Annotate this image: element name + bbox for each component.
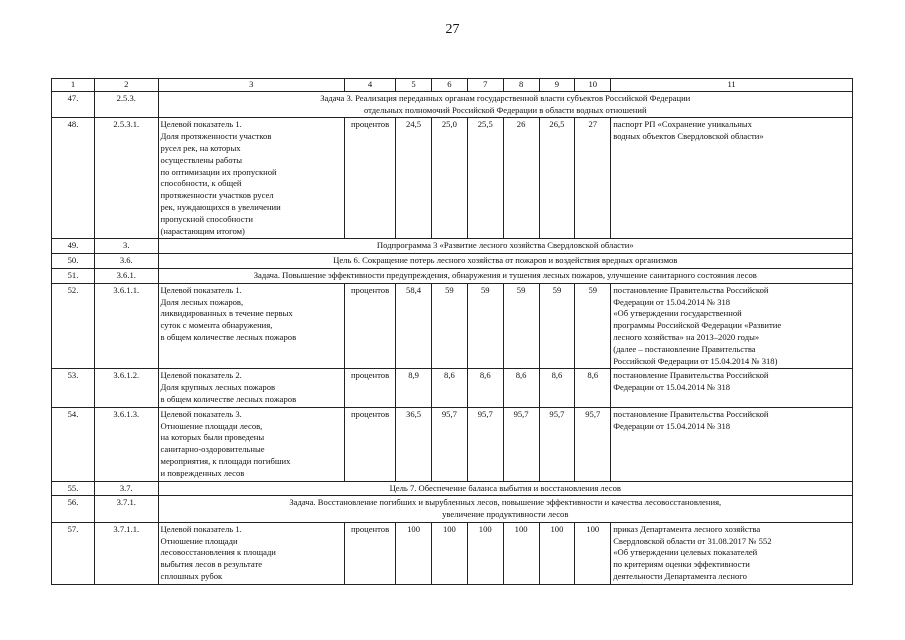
column-number-5: 5 [396, 79, 432, 92]
column-number-6: 6 [431, 79, 467, 92]
indicator-name-line: протяженности участков русел [160, 190, 274, 201]
table-row [52, 522, 853, 584]
year-value: 100 [503, 522, 539, 584]
year-value: 95,7 [539, 407, 575, 481]
source-document-line: постановление Правительства Российской [613, 370, 769, 381]
section-heading-line: Цель 6. Сокращение потерь лесного хозяйства от пожаров и воздействия вредных организмов [333, 255, 678, 266]
column-number-8: 8 [503, 79, 539, 92]
year-value: 58,4 [396, 283, 432, 369]
year-value: 24,5 [396, 118, 432, 239]
row-code: 3.7.1. [95, 496, 159, 523]
year-value: 36,5 [396, 407, 432, 481]
year-value: 59 [431, 283, 467, 369]
unit: процентов [344, 522, 395, 584]
row-code: 3.7.1.1. [95, 522, 159, 584]
source-document-line: Федерации от 15.04.2014 № 318 [613, 420, 731, 431]
year-value: 100 [396, 522, 432, 584]
table-row [52, 118, 853, 239]
column-number-7: 7 [467, 79, 503, 92]
source-document [611, 407, 853, 481]
section-heading [158, 239, 852, 254]
table-row [52, 239, 853, 254]
year-value: 100 [539, 522, 575, 584]
section-heading [158, 268, 852, 283]
indicator-name-line: лесовосстановления к площади [160, 547, 276, 558]
year-value: 95,7 [575, 407, 611, 481]
row-code: 3.6.1.3. [95, 407, 159, 481]
indicator-name-line: русел рек, на которых [160, 142, 241, 153]
indicator-name [158, 407, 344, 481]
year-value: 59 [503, 283, 539, 369]
source-document-line: Федерации от 15.04.2014 № 318 [613, 296, 731, 307]
source-document-line: паспорт РП «Сохранение уникальных [613, 119, 752, 130]
year-value: 25,0 [431, 118, 467, 239]
indicator-name-line: и поврежденных лесов [160, 467, 245, 478]
row-number: 51. [52, 268, 95, 283]
source-document-line: программы Российской Федерации «Развитие [613, 320, 782, 331]
source-document-line: по критериям оценки эффективности [613, 559, 750, 570]
indicator-name-line: ликвидированных в течение первых [160, 308, 293, 319]
section-heading-line: Цель 7. Обеспечение баланса выбытия и восстановления лесов [389, 482, 621, 493]
row-number: 49. [52, 239, 95, 254]
column-number-1: 1 [52, 79, 95, 92]
year-value: 95,7 [431, 407, 467, 481]
source-document [611, 118, 853, 239]
year-value: 8,6 [575, 369, 611, 407]
section-heading-line: увеличение продуктивности лесов [442, 509, 569, 520]
year-value: 100 [575, 522, 611, 584]
source-document-line: (далее – постановление Правительства [613, 343, 756, 354]
indicator-name-line: Отношение площади [160, 535, 238, 546]
indicator-name-line: суток с момента обнаружения, [160, 320, 273, 331]
source-document-line: приказ Департамента лесного хозяйства [613, 523, 761, 534]
indicator-name-line: пропускной способности [160, 213, 253, 224]
row-number: 47. [52, 91, 95, 118]
indicator-name-line: рек, нуждающихся в увеличении [160, 201, 281, 212]
year-value: 59 [575, 283, 611, 369]
unit: процентов [344, 118, 395, 239]
indicator-name-line: выбытия лесов в результате [160, 559, 263, 570]
year-value: 100 [431, 522, 467, 584]
source-document [611, 369, 853, 407]
indicator-name-line: по оптимизации их пропускной [160, 166, 277, 177]
indicator-name [158, 118, 344, 239]
indicators-table [51, 78, 853, 585]
year-value: 59 [539, 283, 575, 369]
source-document-line: «Об утверждении государственной [613, 308, 742, 319]
section-heading-line: Подпрограмма 3 «Развитие лесного хозяйства Свердловской области» [376, 240, 634, 251]
column-number-2: 2 [95, 79, 159, 92]
column-number-9: 9 [539, 79, 575, 92]
indicator-name-line: Целевой показатель 1. [160, 523, 242, 534]
source-document-line: «Об утверждении целевых показателей [613, 547, 758, 558]
section-heading [158, 496, 852, 523]
column-number-4: 4 [344, 79, 395, 92]
year-value: 8,6 [431, 369, 467, 407]
source-document [611, 283, 853, 369]
row-number: 54. [52, 407, 95, 481]
column-number-10: 10 [575, 79, 611, 92]
year-value: 8,9 [396, 369, 432, 407]
indicator-name-line: (нарастающим итогом) [160, 225, 245, 236]
table-row [52, 407, 853, 481]
source-document-line: постановление Правительства Российской [613, 284, 769, 295]
row-number: 55. [52, 481, 95, 496]
indicator-name-line: в общем количестве лесных пожаров [160, 331, 297, 342]
table-row [52, 496, 853, 523]
section-heading-line: Задача. Повышение эффективности предупреждения, обнаружения и тушения лесных пожаров, улучшение санитарного состояния лесов [253, 269, 757, 280]
indicator-name-line: Целевой показатель 1. [160, 284, 242, 295]
indicator-name-line: Отношение площади лесов, [160, 420, 263, 431]
section-heading [158, 91, 852, 118]
table-row [52, 91, 853, 118]
source-document-line: деятельности Департамента лесного [613, 571, 747, 582]
year-value: 8,6 [539, 369, 575, 407]
section-heading [158, 481, 852, 496]
indicator-name-line: санитарно-оздоровительные [160, 444, 265, 455]
indicator-name-line: в общем количестве лесных пожаров [160, 393, 297, 404]
row-code: 3.6. [95, 254, 159, 269]
year-value: 100 [467, 522, 503, 584]
year-value: 8,6 [467, 369, 503, 407]
source-document-line: Российской Федерации от 15.04.2014 № 318) [613, 355, 778, 366]
row-code: 3. [95, 239, 159, 254]
indicator-name [158, 522, 344, 584]
section-heading-line: Задача 3. Реализация переданных органам государственной власти субъектов Российской Федерации [320, 92, 691, 103]
source-document [611, 522, 853, 584]
table-row [52, 369, 853, 407]
source-document-line: Свердловской области от 31.08.2017 № 552 [613, 535, 772, 546]
indicator-name [158, 283, 344, 369]
table-row [52, 268, 853, 283]
source-document-line: лесного хозяйства» на 2013–2020 годы» [613, 331, 760, 342]
unit: процентов [344, 283, 395, 369]
table-row [52, 283, 853, 369]
indicator-name-line: Доля протяженности участков [160, 131, 272, 142]
year-value: 25,5 [467, 118, 503, 239]
row-code: 2.5.3.1. [95, 118, 159, 239]
section-heading-line: Задача. Восстановление погибших и вырубленных лесов, повышение эффективности и качества лесовосстановления, [289, 497, 722, 508]
table-row [52, 481, 853, 496]
page-number: 27 [445, 22, 460, 37]
indicator-name-line: Доля лесных пожаров, [160, 296, 244, 307]
year-value: 26,5 [539, 118, 575, 239]
indicator-name [158, 369, 344, 407]
indicator-name-line: на которых были проведены [160, 432, 265, 443]
indicator-name-line: Целевой показатель 2. [160, 370, 242, 381]
indicator-name-line: Целевой показатель 1. [160, 119, 242, 130]
section-heading [158, 254, 852, 269]
unit: процентов [344, 369, 395, 407]
indicator-name-line: Целевой показатель 3. [160, 408, 242, 419]
source-document-line: Федерации от 15.04.2014 № 318 [613, 382, 731, 393]
row-number: 52. [52, 283, 95, 369]
column-number-row [52, 79, 853, 92]
year-value: 59 [467, 283, 503, 369]
row-code: 2.5.3. [95, 91, 159, 118]
indicator-name-line: мероприятия, к площади погибших [160, 455, 291, 466]
row-number: 56. [52, 496, 95, 523]
year-value: 27 [575, 118, 611, 239]
row-code: 3.6.1.1. [95, 283, 159, 369]
indicator-name-line: Доля крупных лесных пожаров [160, 382, 276, 393]
table-row [52, 254, 853, 269]
source-document-line: водных объектов Свердловской области» [613, 131, 764, 142]
unit: процентов [344, 407, 395, 481]
column-number-11: 11 [611, 79, 853, 92]
year-value: 95,7 [467, 407, 503, 481]
indicator-name-line: способности, к общей [160, 178, 242, 189]
section-heading-line: отдельных полномочий Российской Федерации в области водных отношений [363, 104, 647, 115]
row-number: 50. [52, 254, 95, 269]
row-number: 53. [52, 369, 95, 407]
row-number: 48. [52, 118, 95, 239]
year-value: 95,7 [503, 407, 539, 481]
year-value: 26 [503, 118, 539, 239]
indicator-name-line: сплошных рубок [160, 571, 223, 582]
row-number: 57. [52, 522, 95, 584]
year-value: 8,6 [503, 369, 539, 407]
indicator-name-line: осуществлены работы [160, 154, 243, 165]
row-code: 3.6.1.2. [95, 369, 159, 407]
row-code: 3.6.1. [95, 268, 159, 283]
source-document-line: постановление Правительства Российской [613, 408, 769, 419]
row-code: 3.7. [95, 481, 159, 496]
column-number-3: 3 [158, 79, 344, 92]
